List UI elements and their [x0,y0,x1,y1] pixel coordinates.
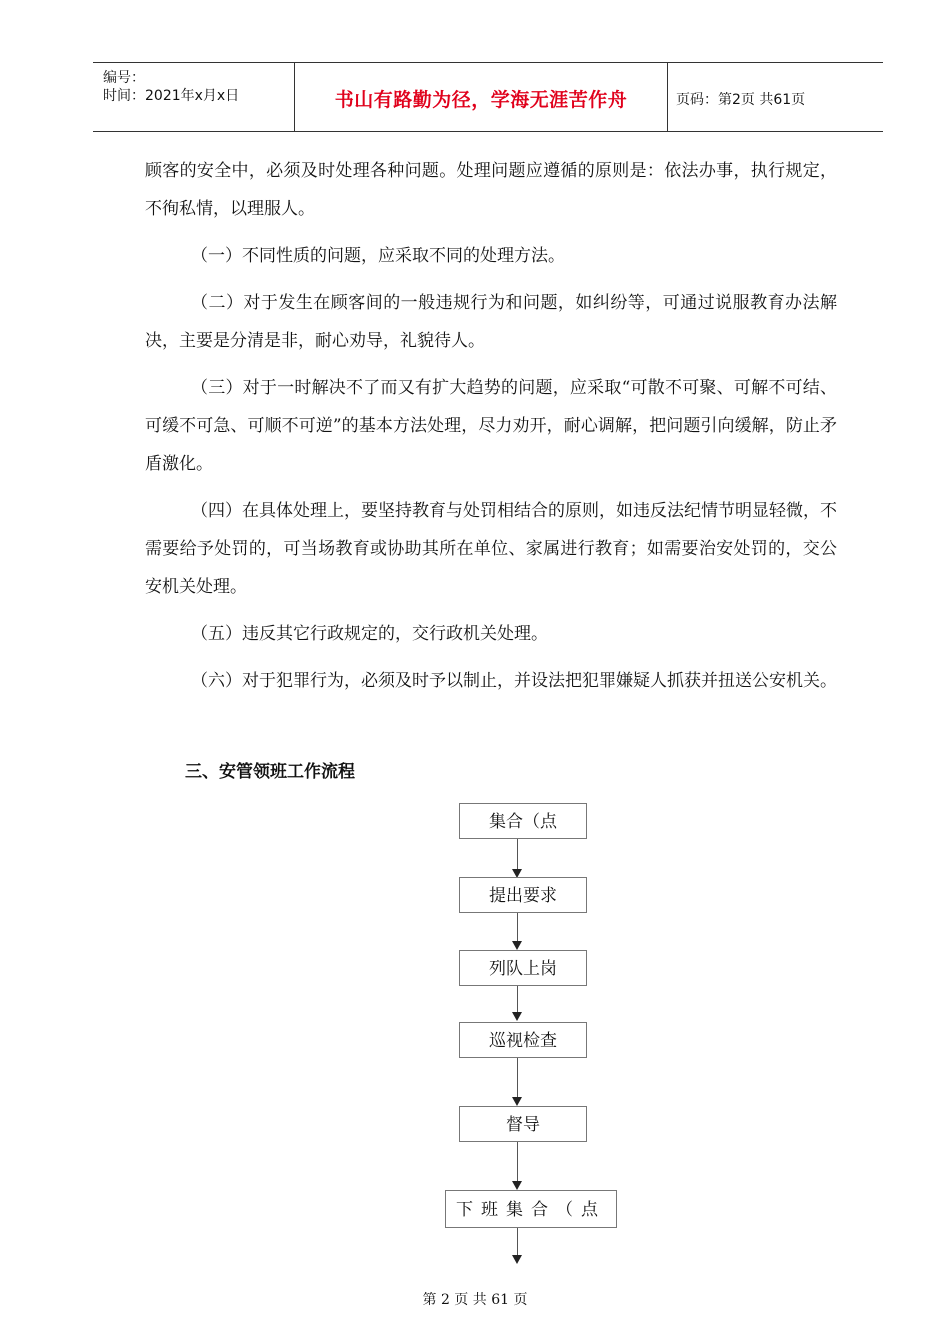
arrow-down-icon [512,941,522,950]
flow-connector [517,1142,518,1182]
paragraph-item-1: （一）不同性质的问题，应采取不同的处理方法。 [191,246,565,266]
flow-step-patrol: 巡视检查 [459,1022,587,1058]
section-title: 三、安管领班工作流程 [185,762,355,782]
flow-step-end-shift: 下班集合（点 [445,1190,617,1228]
document-number-label: 编号： [103,70,145,86]
header-page-info: 页码：第2页 共61页 [676,92,806,108]
flow-connector [517,986,518,1013]
paragraph-item-3: （三）对于一时解决不了而又有扩大趋势的问题，应采取“可散不可聚、可解不可结、可缓不可急、可顺不可逆”的基本方法处理，尽力劝开，耐心调解，把问题引向缓解，防止矛盾激化。 [145,378,837,474]
flow-step-requirements: 提出要求 [459,877,587,913]
paragraph-item-6: （六）对于犯罪行为，必须及时予以制止，并设法把犯罪嫌疑人抓获并扭送公安机关。 [191,671,837,691]
document-body [145,152,837,709]
page-header [93,62,883,132]
arrow-down-icon [512,1097,522,1106]
arrow-down-icon [512,1181,522,1190]
header-slogan: 书山有路勤为径，学海无涯苦作舟 [334,89,628,111]
flow-step-assemble: 集合（点 [459,803,587,839]
flow-connector [517,1228,518,1256]
header-meta-cell [93,63,293,131]
header-page-cell [668,63,883,131]
paragraph-item-2: （二）对于发生在顾客间的一般违规行为和问题，如纠纷等，可通过说服教育办法解决，主要是分清是非，耐心劝导，礼貌待人。 [145,293,837,351]
page-footer: 第 2 页 共 61 页 [422,1292,528,1308]
paragraph-item-5: （五）违反其它行政规定的，交行政机关处理。 [191,624,548,644]
paragraph-continued: 顾客的安全中，必须及时处理各种问题。处理问题应遵循的原则是：依法办事，执行规定，不徇私情，以理服人。 [145,161,837,219]
flow-connector [517,1058,518,1098]
flow-step-take-post: 列队上岗 [459,950,587,986]
arrow-down-icon [512,1012,522,1021]
header-slogan-cell [294,63,668,131]
flow-connector [517,839,518,870]
flow-step-supervise: 督导 [459,1106,587,1142]
arrow-down-icon [512,1255,522,1264]
flow-connector [517,913,518,942]
paragraph-item-4: （四）在具体处理上，要坚持教育与处罚相结合的原则，如违反法纪情节明显轻微，不需要给予处罚的，可当场教育或协助其所在单位、家属进行教育；如需要治安处罚的，交公安机关处理。 [145,501,837,597]
document-time-label: 时间：2021年x月x日 [103,88,240,104]
